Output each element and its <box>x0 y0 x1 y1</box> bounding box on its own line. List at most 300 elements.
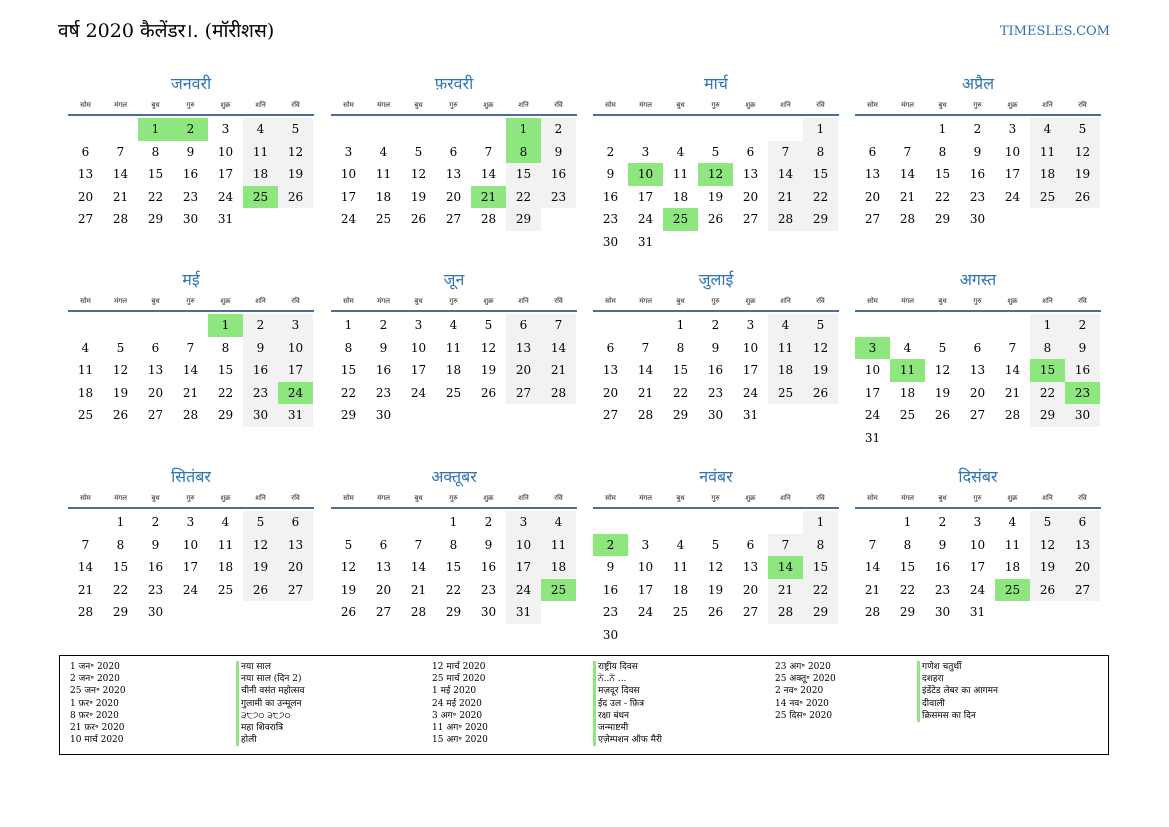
day-cell: 29 <box>803 208 838 231</box>
day-cell: 13 <box>77 167 94 181</box>
day-cell: 30 <box>969 212 986 226</box>
holiday-day-cell: 1 <box>506 118 541 141</box>
weekday-label: बुध <box>676 297 685 305</box>
weekday-label: शुक्र <box>483 101 494 109</box>
day-cell: 28 <box>768 208 803 231</box>
day-cell: 5 <box>803 314 838 337</box>
day-cell: 1 <box>938 122 947 136</box>
legend-holiday-name: दशहरा <box>917 673 998 685</box>
day-cell: 13 <box>969 363 986 377</box>
legend-holiday-name: ਨੇ..ਨੇ ... <box>593 673 662 685</box>
day-cell: 17 <box>506 556 541 579</box>
legend-date: 12 मार्च 2020 <box>432 662 486 672</box>
day-cell: 23 <box>602 605 619 619</box>
day-cell: 19 <box>112 385 129 400</box>
day-cell: 28 <box>864 605 881 619</box>
day-cell: 31 <box>969 605 986 619</box>
day-cell: 8 <box>803 534 838 557</box>
day-cell: 29 <box>506 208 541 231</box>
holiday-day-cell: 25 <box>541 579 576 602</box>
month-name: जुलाई <box>698 270 734 289</box>
day-cell: 20 <box>77 189 94 204</box>
legend-holiday-name: जन्माष्टमी <box>593 722 662 734</box>
day-cell: 27 <box>278 579 313 602</box>
day-cell: 17 <box>217 167 234 181</box>
day-cell: 25 <box>672 605 689 619</box>
day-cell: 7 <box>903 144 912 159</box>
day-cell: 14 <box>864 560 881 574</box>
weekday-label: रवि <box>1078 494 1087 502</box>
day-cell: 11 <box>217 537 234 552</box>
day-cell: 17 <box>969 560 986 574</box>
weekday-header <box>68 292 314 312</box>
weekday-label: रवि <box>554 101 563 109</box>
day-cell: 15 <box>217 363 234 377</box>
day-cell: 6 <box>868 144 877 159</box>
day-cell: 27 <box>864 212 881 226</box>
weekday-label: शुक्र <box>1007 297 1018 305</box>
day-cell: 8 <box>151 144 160 159</box>
day-cell: 10 <box>506 534 541 557</box>
weekday-label: बुध <box>938 297 947 305</box>
weekday-label: मंगल <box>901 494 914 502</box>
day-cell: 28 <box>637 408 654 422</box>
day-cell: 26 <box>340 605 357 619</box>
day-cell: 20 <box>969 385 986 400</box>
month-2 <box>331 72 577 231</box>
day-cell: 19 <box>243 556 278 579</box>
day-cell: 24 <box>637 605 654 619</box>
day-cell: 30 <box>147 605 164 619</box>
weekday-label: गुरु <box>186 101 195 109</box>
day-cell: 22 <box>803 186 838 209</box>
weekday-label: गुरु <box>449 494 458 502</box>
legend-date: 1 जन॰ 2020 <box>70 662 120 672</box>
day-cell: 10 <box>742 340 759 355</box>
day-cell: 11 <box>1030 141 1065 164</box>
day-cell: 3 <box>186 515 195 529</box>
day-cell: 7 <box>186 340 195 355</box>
month-name: अक्तूबर <box>431 467 477 486</box>
legend-holiday-name: नया साल <box>236 661 304 673</box>
day-cell: 17 <box>340 189 357 204</box>
day-cell: 30 <box>375 408 392 422</box>
day-cell: 7 <box>768 534 803 557</box>
legend-holiday-name: राष्ट्रीय दिवस <box>593 661 662 673</box>
legend-names-col-1 <box>236 661 304 746</box>
legend-holiday-name: एज़ेम्पशन ऑफ मैरी <box>593 734 662 746</box>
day-cell: 5 <box>938 340 947 355</box>
weekday-label: गुरु <box>186 297 195 305</box>
holiday-day-cell: 2 <box>593 534 628 557</box>
day-cell: 24 <box>969 582 986 597</box>
empty-cell <box>995 314 1030 337</box>
day-cell: 7 <box>81 537 90 552</box>
month-name: जनवरी <box>170 74 212 93</box>
day-cell: 24 <box>742 385 759 400</box>
day-cell: 14 <box>182 363 199 377</box>
day-cell: 3 <box>746 318 755 332</box>
day-cell: 13 <box>278 534 313 557</box>
day-cell: 11 <box>375 167 392 181</box>
day-cell: 23 <box>243 382 278 405</box>
day-cell: 25 <box>445 385 462 400</box>
day-cell: 4 <box>81 340 90 355</box>
weekday-label: शुक्र <box>745 494 756 502</box>
day-cell: 12 <box>934 363 951 377</box>
day-cell: 10 <box>864 363 881 377</box>
day-cell: 6 <box>1065 511 1100 534</box>
holiday-day-cell: 14 <box>768 556 803 579</box>
day-cell: 10 <box>969 537 986 552</box>
weekday-label: गुरु <box>711 101 720 109</box>
weekday-label: रवि <box>291 494 300 502</box>
empty-cell <box>855 314 890 337</box>
day-cell: 3 <box>221 122 230 136</box>
legend-date: 11 अग॰ 2020 <box>432 723 488 734</box>
day-cell: 4 <box>676 537 685 552</box>
day-cell: 8 <box>938 144 947 159</box>
day-cell: 5 <box>711 144 720 159</box>
day-cell: 17 <box>637 189 654 204</box>
day-cell: 28 <box>182 408 199 422</box>
weekday-label: मंगल <box>114 494 127 502</box>
day-cell: 4 <box>1030 118 1065 141</box>
day-cell: 23 <box>375 385 392 400</box>
day-cell: 15 <box>112 560 129 574</box>
day-cell: 3 <box>414 318 423 332</box>
day-cell: 3 <box>506 511 541 534</box>
day-cell: 19 <box>1065 163 1100 186</box>
empty-cell <box>733 511 768 534</box>
weekday-label: गुरु <box>973 101 982 109</box>
day-cell: 18 <box>541 556 576 579</box>
day-cell: 2 <box>379 318 388 332</box>
day-cell: 22 <box>445 582 462 597</box>
day-cell: 21 <box>1004 385 1021 400</box>
weekday-header <box>331 489 577 509</box>
legend-date: 2 नव॰ 2020 <box>775 686 824 697</box>
weekday-label: रवि <box>554 494 563 502</box>
month-name: मई <box>182 270 200 289</box>
day-cell: 13 <box>147 363 164 377</box>
day-cell: 22 <box>340 385 357 400</box>
day-cell: 19 <box>1030 556 1065 579</box>
day-cell: 30 <box>707 408 724 422</box>
weekday-label: बुध <box>414 494 423 502</box>
day-cell: 4 <box>676 144 685 159</box>
day-cell: 12 <box>803 337 838 360</box>
day-cell: 3 <box>1008 122 1017 136</box>
empty-cell <box>855 118 890 141</box>
holiday-day-cell: 25 <box>243 186 278 209</box>
day-cell: 21 <box>864 582 881 597</box>
empty-cell <box>68 314 103 337</box>
legend-date: 25 अक्तू॰ 2020 <box>775 674 836 685</box>
weekday-label: गुरु <box>711 494 720 502</box>
day-cell: 10 <box>278 337 313 360</box>
empty-cell <box>925 314 960 337</box>
legend-holiday-name: चीनी वसंत महोत्सव <box>236 685 304 697</box>
holiday-day-cell: 1 <box>208 314 243 337</box>
day-cell: 27 <box>1065 579 1100 602</box>
day-cell: 5 <box>116 340 125 355</box>
day-cell: 11 <box>445 340 462 355</box>
day-cell: 28 <box>541 382 576 405</box>
day-cell: 27 <box>742 605 759 619</box>
day-cell: 23 <box>602 212 619 226</box>
day-cell: 23 <box>969 189 986 204</box>
day-cell: 22 <box>112 582 129 597</box>
day-cell: 4 <box>903 340 912 355</box>
day-cell: 27 <box>969 408 986 422</box>
weekday-label: मंगल <box>901 101 914 109</box>
day-cell: 26 <box>707 212 724 226</box>
day-cell: 31 <box>742 408 759 422</box>
weekday-label: रवि <box>816 494 825 502</box>
legend-date: 25 जन॰ 2020 <box>70 686 126 697</box>
weekday-label: शनि <box>255 494 266 502</box>
day-cell: 7 <box>414 537 423 552</box>
day-cell: 23 <box>480 582 497 597</box>
day-cell: 26 <box>243 579 278 602</box>
weekday-label: सोम <box>343 297 354 305</box>
weekday-label: शुक्र <box>745 297 756 305</box>
day-cell: 26 <box>1065 186 1100 209</box>
holiday-day-cell: 15 <box>1030 359 1065 382</box>
day-cell: 13 <box>375 560 392 574</box>
empty-cell <box>103 118 138 141</box>
weekday-label: सोम <box>80 101 91 109</box>
weekday-label: शनि <box>1042 101 1053 109</box>
day-cell: 16 <box>541 163 576 186</box>
day-cell: 17 <box>1004 167 1021 181</box>
day-cell: 9 <box>151 537 160 552</box>
weekday-label: मंगल <box>114 101 127 109</box>
day-cell: 10 <box>1004 144 1021 159</box>
weekday-label: मंगल <box>377 297 390 305</box>
day-cell: 9 <box>379 340 388 355</box>
day-cell: 14 <box>637 363 654 377</box>
day-cell: 17 <box>864 385 881 400</box>
weekday-label: शुक्र <box>1007 494 1018 502</box>
weekday-label: गुरु <box>186 494 195 502</box>
day-cell: 12 <box>410 167 427 181</box>
day-cell: 18 <box>672 189 689 204</box>
day-cell: 7 <box>116 144 125 159</box>
day-cell: 12 <box>112 363 129 377</box>
day-cell: 16 <box>375 363 392 377</box>
day-cell: 10 <box>410 340 427 355</box>
day-cell: 9 <box>243 337 278 360</box>
day-cell: 15 <box>147 167 164 181</box>
day-cell: 15 <box>803 163 838 186</box>
day-cell: 22 <box>147 189 164 204</box>
day-cell: 16 <box>602 189 619 204</box>
day-cell: 27 <box>602 408 619 422</box>
day-cell: 2 <box>484 515 493 529</box>
day-cell: 2 <box>1065 314 1100 337</box>
day-cell: 12 <box>340 560 357 574</box>
empty-cell <box>436 118 471 141</box>
weekday-label: रवि <box>1078 297 1087 305</box>
day-cell: 29 <box>672 408 689 422</box>
day-cell: 20 <box>375 582 392 597</box>
day-cell: 1 <box>344 318 353 332</box>
weekday-label: बुध <box>151 297 160 305</box>
day-grid <box>593 511 838 646</box>
legend-date: 1 फ़र॰ 2020 <box>70 698 119 709</box>
day-cell: 11 <box>672 560 689 574</box>
day-cell: 3 <box>973 515 982 529</box>
weekday-label: शनि <box>1042 297 1053 305</box>
weekday-label: सोम <box>867 101 878 109</box>
legend-holiday-name: गणेश चतुर्थी <box>917 661 998 673</box>
day-cell: 24 <box>864 408 881 422</box>
day-cell: 15 <box>445 560 462 574</box>
day-cell: 23 <box>147 582 164 597</box>
day-cell: 4 <box>1008 515 1017 529</box>
day-cell: 5 <box>1065 118 1100 141</box>
day-cell: 29 <box>147 212 164 226</box>
day-cell: 11 <box>77 363 94 377</box>
day-cell: 1 <box>903 515 912 529</box>
day-cell: 20 <box>864 189 881 204</box>
day-cell: 5 <box>414 144 423 159</box>
day-cell: 21 <box>768 579 803 602</box>
day-cell: 16 <box>243 359 278 382</box>
day-cell: 29 <box>217 408 234 422</box>
day-cell: 20 <box>147 385 164 400</box>
weekday-label: रवि <box>554 297 563 305</box>
day-cell: 29 <box>899 605 916 619</box>
legend-date: 25 दिस॰ 2020 <box>775 710 833 721</box>
day-cell: 12 <box>278 141 313 164</box>
empty-cell <box>331 118 366 141</box>
weekday-label: रवि <box>291 101 300 109</box>
month-name: दिसंबर <box>958 467 998 486</box>
weekday-label: बुध <box>676 101 685 109</box>
day-cell: 16 <box>707 363 724 377</box>
day-cell: 18 <box>445 363 462 377</box>
weekday-label: सोम <box>80 297 91 305</box>
day-cell: 13 <box>445 167 462 181</box>
day-cell: 22 <box>672 385 689 400</box>
site-link[interactable]: TIMESLES.COM <box>999 24 1110 39</box>
day-cell: 27 <box>445 212 462 226</box>
empty-cell <box>366 118 401 141</box>
weekday-header <box>593 96 839 116</box>
weekday-label: शनि <box>780 494 791 502</box>
legend-holiday-name: इंडेंटेड लेबर का आगमन <box>917 685 998 697</box>
day-cell: 8 <box>1030 337 1065 360</box>
empty-cell <box>663 511 698 534</box>
day-cell: 31 <box>506 601 541 624</box>
day-cell: 17 <box>182 560 199 574</box>
weekday-label: रवि <box>816 297 825 305</box>
day-cell: 21 <box>768 186 803 209</box>
holiday-day-cell: 12 <box>698 163 733 186</box>
day-cell: 2 <box>938 515 947 529</box>
day-cell: 17 <box>637 582 654 597</box>
empty-cell <box>960 314 995 337</box>
day-cell: 9 <box>938 537 947 552</box>
day-cell: 6 <box>606 340 615 355</box>
day-cell: 6 <box>506 314 541 337</box>
day-cell: 30 <box>1065 404 1100 427</box>
day-cell: 29 <box>340 408 357 422</box>
day-cell: 18 <box>768 359 803 382</box>
weekday-label: बुध <box>414 101 423 109</box>
holiday-day-cell: 8 <box>506 141 541 164</box>
weekday-label: शनि <box>780 101 791 109</box>
weekday-header <box>331 96 577 116</box>
month-8 <box>855 268 1101 449</box>
day-cell: 18 <box>77 385 94 400</box>
day-cell: 13 <box>602 363 619 377</box>
legend-holiday-name: गुलामी का उन्मूलन <box>236 698 304 710</box>
holiday-legend <box>59 655 1109 755</box>
day-cell: 1 <box>449 515 458 529</box>
day-cell: 26 <box>112 408 129 422</box>
day-cell: 13 <box>506 337 541 360</box>
day-cell: 9 <box>973 144 982 159</box>
weekday-label: गुरु <box>449 297 458 305</box>
day-cell: 1 <box>803 511 838 534</box>
day-cell: 21 <box>899 189 916 204</box>
day-cell: 7 <box>1008 340 1017 355</box>
weekday-label: सोम <box>867 297 878 305</box>
day-cell: 31 <box>637 234 654 249</box>
empty-cell <box>768 511 803 534</box>
empty-cell <box>698 511 733 534</box>
day-cell: 27 <box>77 212 94 226</box>
day-cell: 30 <box>602 627 619 642</box>
day-cell: 25 <box>899 408 916 422</box>
weekday-label: बुध <box>938 494 947 502</box>
empty-cell <box>663 118 698 141</box>
weekday-label: बुध <box>938 101 947 109</box>
day-cell: 1 <box>116 515 125 529</box>
day-cell: 8 <box>449 537 458 552</box>
weekday-label: रवि <box>816 101 825 109</box>
empty-cell <box>103 314 138 337</box>
day-cell: 13 <box>742 167 759 181</box>
day-cell: 31 <box>278 404 313 427</box>
day-cell: 24 <box>340 212 357 226</box>
month-name: नवंबर <box>699 467 733 486</box>
weekday-label: शनि <box>518 297 529 305</box>
day-cell: 22 <box>217 385 234 400</box>
legend-holiday-name: ੩੮੭੦ ੩੮੭੦ <box>236 710 304 722</box>
weekday-label: सोम <box>867 494 878 502</box>
day-cell: 29 <box>934 212 951 226</box>
empty-cell <box>628 314 663 337</box>
day-cell: 7 <box>484 144 493 159</box>
legend-holiday-name: महा शिवरात्रि <box>236 722 304 734</box>
weekday-label: गुरु <box>711 297 720 305</box>
month-name: अगस्त <box>959 270 997 289</box>
day-cell: 5 <box>711 537 720 552</box>
empty-cell <box>628 511 663 534</box>
day-cell: 24 <box>217 189 234 204</box>
weekday-label: शुक्र <box>220 101 231 109</box>
day-cell: 3 <box>278 314 313 337</box>
day-grid <box>331 118 576 231</box>
day-cell: 31 <box>217 212 234 226</box>
day-cell: 19 <box>480 363 497 377</box>
day-grid <box>331 314 576 427</box>
